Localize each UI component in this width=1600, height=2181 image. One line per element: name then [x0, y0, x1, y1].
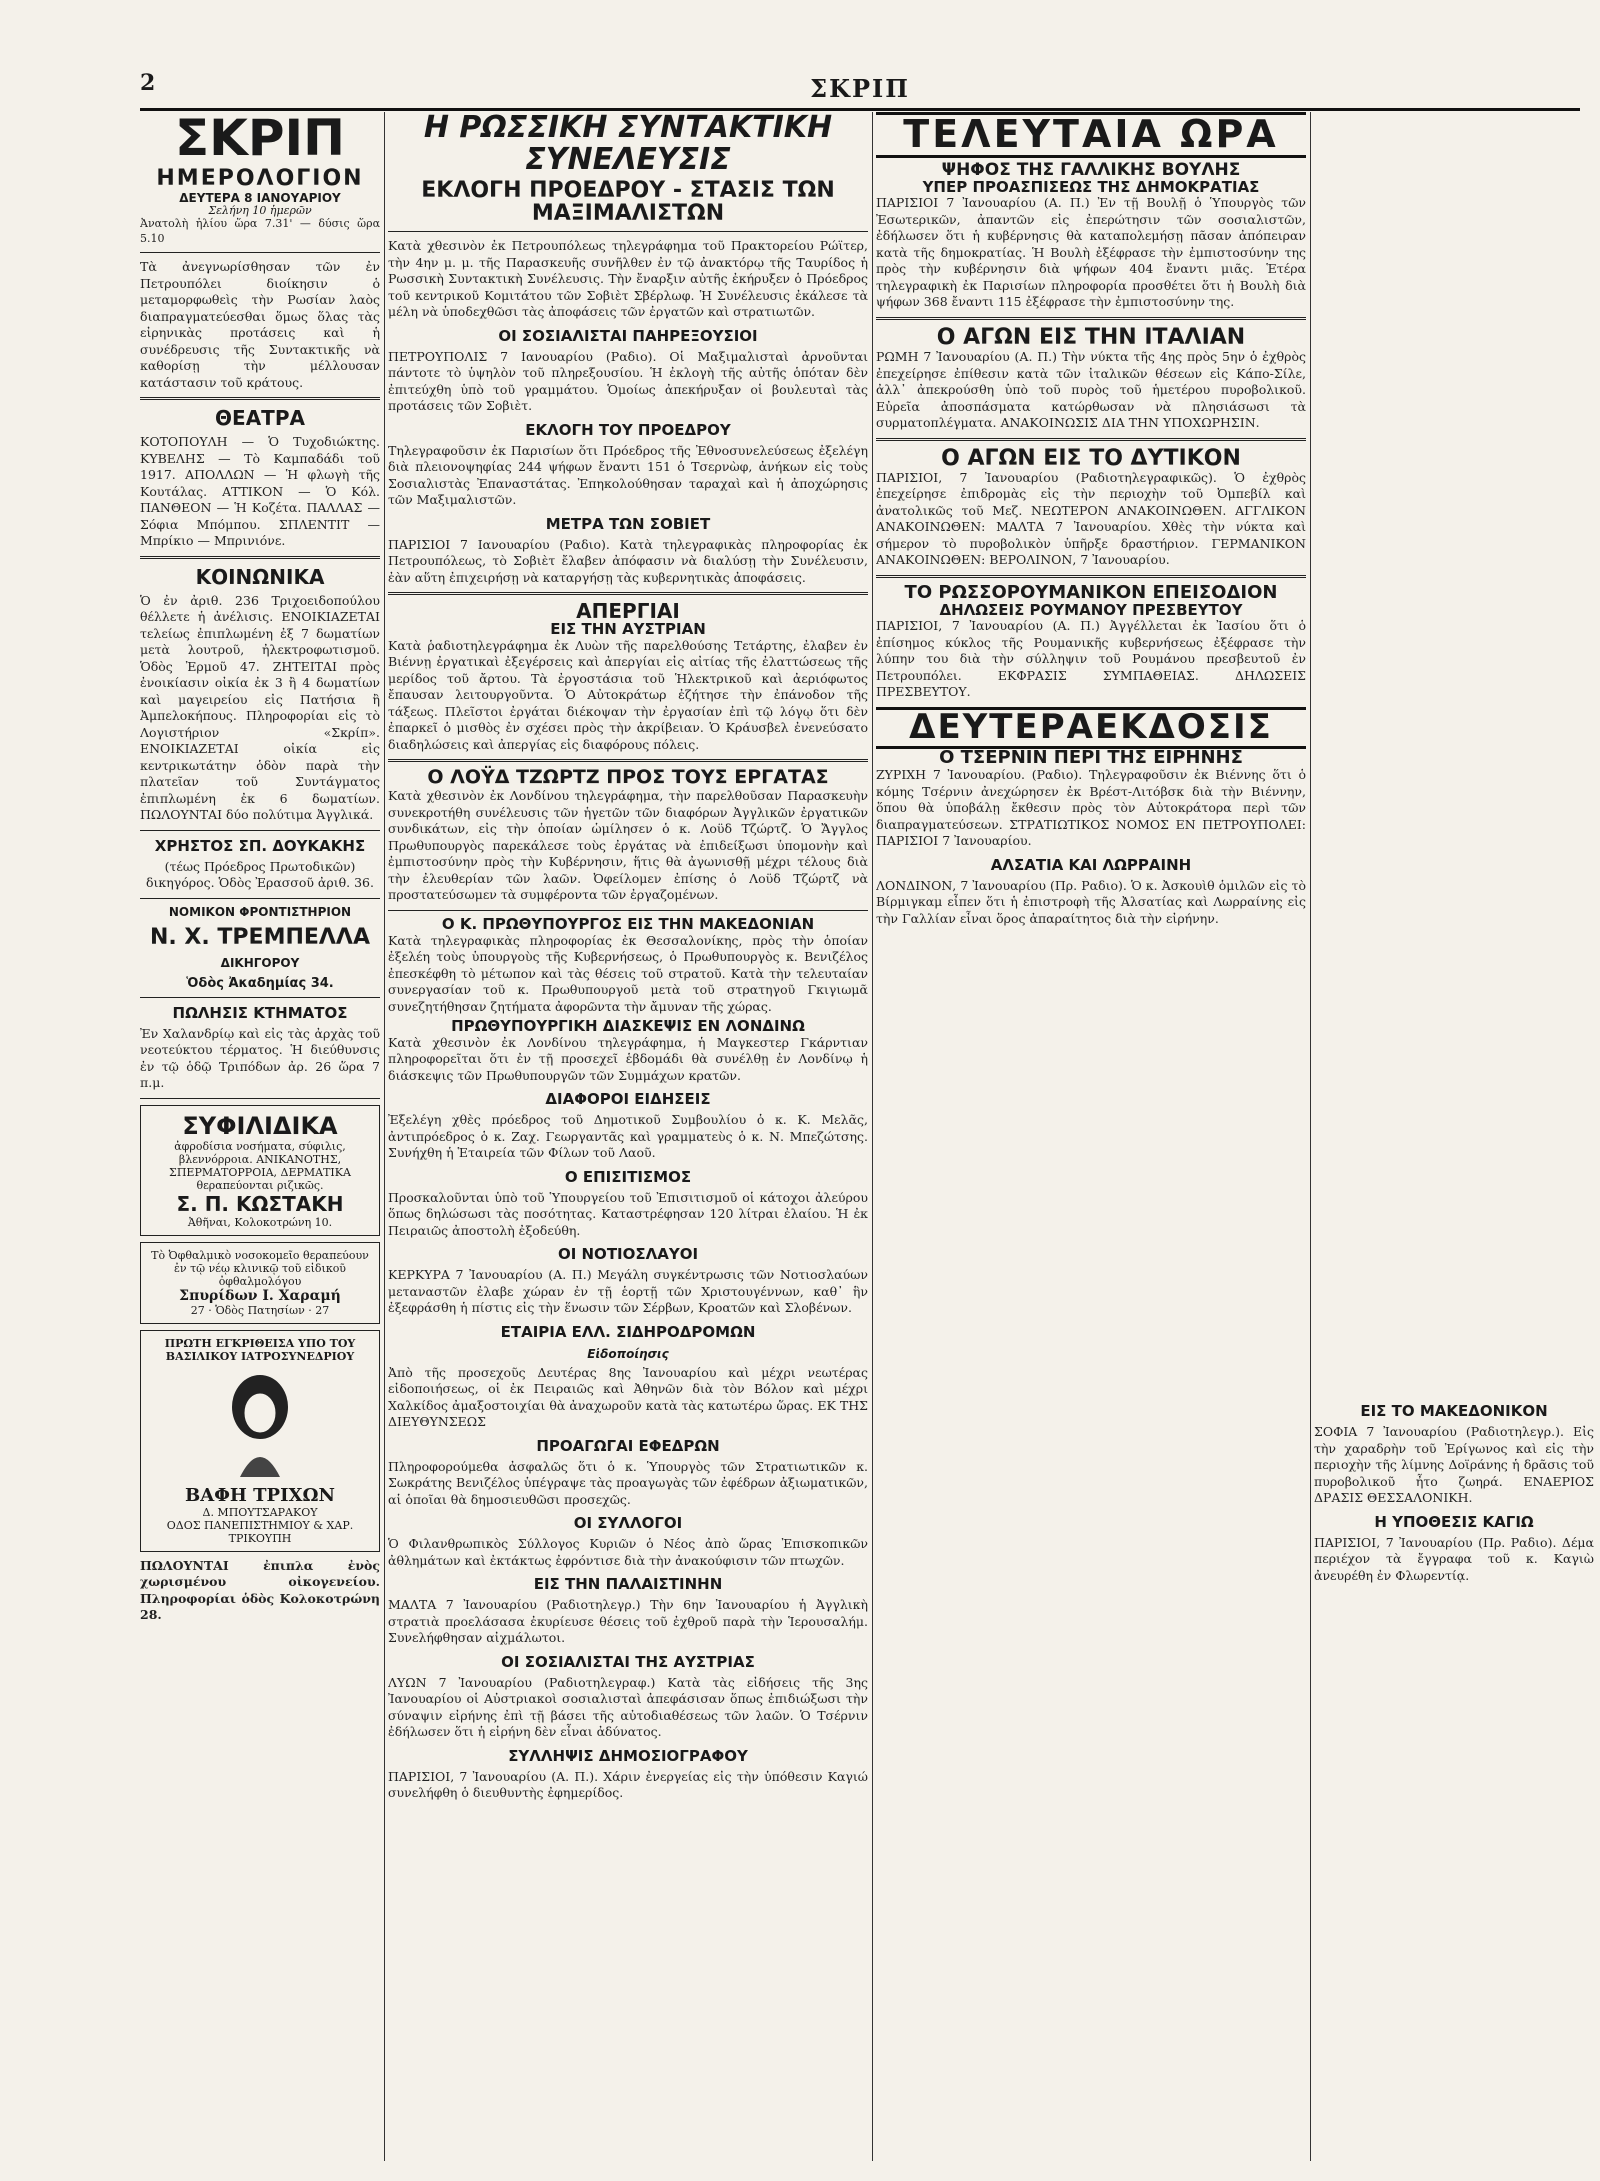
column-rule [1310, 112, 1311, 2161]
estate-title: ΠΩΛΗΣΙΣ ΚΤΗΜΑΤΟΣ [172, 1003, 348, 1022]
president-subhead: ΕΚΛΟΓΗ ΤΟΥ ΠΡΟΕΔΡΟΥ [525, 420, 731, 439]
ad-doctor-text: ἀφροδίσια νοσήματα, σύφιλις, βλεννόρροια. ΑΝΙΚΑΝΟΤΗΣ, ΣΠΕΡΜΑΤΟΡΡΟΙΑ, ΔΕΡΜΑΤΙΚΑ θεραπεύονται ριζικῶς. [169, 1139, 351, 1192]
various-headline: ΔΙΑΦΟΡΟΙ ΕΙΔΗΣΕΙΣ [545, 1090, 711, 1109]
ad-lawyer-text: (τέως Πρόεδρος Πρωτοδικῶν) δικηγόρος. Ὁδὸς Ἐρασσοῦ ἀριθ. 36. [146, 858, 374, 891]
moon-phase: Σελήνη 10 ἡμερῶν [208, 204, 312, 218]
masthead-subtitle: ΗΜΕΡΟΛΟΓΙΟΝ [156, 165, 364, 191]
romania-headline: ΤΟ ΡΩΣΣΟΡΟΥΜΑΝΙΚΟΝ ΕΠΕΙΣΟΔΙΟΝ [904, 581, 1278, 603]
ad-hair-maker: Δ. ΜΠΟΥΤΣΑΡΑΚΟΥ [202, 1505, 318, 1519]
czernin-text: ΖΥΡΙΧΗ 7 Ἰανουαρίου. (Ραδιο). Τηλεγραφοῦσιν ἐκ Βιέννης ὅτι ὁ κόμης Τσέρνιν ἀνεχώρησεν ἐκ Βρέστ-Λιτόβσκ διὰ τὴν Βιέννην, ὅπου θὰ ὑποβάλῃ ἔκθεσιν πρὸς τὸν Αὐτοκράτορα περὶ τῶν διαπραγματεύσεων. ΣΤΡΑΤΙΩΤΙΚΟΣ ΝΟΜΟΣ ΕΝ ΠΕΤΡΟΥΠΟΛΕΙ: ΠΑΡΙΣΙΟΙ 7 Ἰανουαρίου. [876, 767, 1306, 849]
lead-text: Κατὰ χθεσινὸν ἐκ Πετρουπόλεως τηλεγράφημα τοῦ Πρακτορείου Ρώϊτερ, τὴν 4ην μ. μ. τῆς Παρασκευῆς συνῆλθεν ἐν τῷ ἀνακτόρῳ τῆς Ταυρίδος ἡ Ρωσσικὴ Συντακτικὴ Συνέλευσις. Τὴν ἔναρξιν αὐτῆς ἐκήρυξεν ὁ Πρόεδρος τοῦ κεντρικοῦ Κομιτάτου τῶν Σοβιὲτ Σβέρλωφ. Ἡ Συνέλευσις ἐκάλεσε τὰ μέλη νὰ ὑποδεχθῶσι τὰς ἀποφάσεις τῶν ἐργατῶν καὶ στρατιωτῶν. [388, 238, 868, 320]
ad-hair-title: ΠΡΩΤΗ ΕΓΚΡΙΘΕΙΣΑ ΥΠΟ ΤΟΥ ΒΑΣΙΛΙΚΟΥ ΙΑΤΡΟΣΥΝΕΔΡΙΟΥ [164, 1336, 356, 1363]
arrest-text: ΠΑΡΙΣΙΟΙ, 7 Ἰανουαρίου (Α. Π.). Χάριν ἐνεργείας εἰς τὴν ὑπόθεσιν Καγιώ συνελήφθη ὁ διευθυντὴς ἐφημερίδος. [388, 1768, 868, 1801]
ad-doctor [140, 1105, 380, 1236]
reserve-text: Πληροφορούμεθα ἀσφαλῶς ὅτι ὁ κ. Ὑπουργὸς τῶν Στρατιωτικῶν κ. Σωκράτης Βενιζέλος ὑπέγραψε τὰς προαγωγὰς τῶν ἐφέδρων ἀξιωματικῶν, αἱ ὁποῖαι θὰ δημοσιευθῶσι προσεχῶς. [388, 1458, 868, 1507]
lady-portrait-icon [220, 1367, 300, 1477]
pm-text: Κατὰ τηλεγραφικὰς πληροφορίας ἐκ Θεσσαλονίκης, πρὸς τὴν ὁποίαν ἐξελέη τοὺς ὑπουργοὺς τῆς Κυβερνήσεως, ὁ Πρωθυπουργὸς κ. Βενιζέλος ἐπεσκέφθη τὸ μέτωπον καὶ τὰς θέσεις τοῦ στρατοῦ. Κατὰ τὴν τελευταίαν συνεργασίαν τοῦ κ. Πρωθυπουργοῦ μετὰ τοῦ στρατηγοῦ Γκιγιωμᾶ συνεζητήθησαν ζητήματα ἀφορῶντα τὴν ἄμυναν τῆς χώρας. [388, 932, 868, 1014]
austria-socialists-text: ΛΥΩΝ 7 Ἰανουαρίου (Ραδιοτηλεγραφ.) Κατὰ τὰς εἰδήσεις τῆς 3ης Ἰανουαρίου οἱ Αὐστριακοὶ σοσιαλισταὶ ἀπεφάσισαν ὅπως ἐπιδιώξωσι τὴν σύναψιν εἰρήνης ἐπὶ τῇ βάσει τῆς αὐτοδιαθέσεως τῶν λαῶν. Ὁ Τσέρνιν ἐδήλωσεν ὅτι ἡ εἰρήνη δὲν εἶναι ἀδύνατος. [388, 1674, 868, 1740]
column-rule [872, 112, 873, 2161]
masthead: ΣΚΡΙΠ [175, 112, 345, 167]
lloyd-headline: Ο ΛΟΫΔ ΤΖΩΡΤΖ ΠΡΟΣ ΤΟΥΣ ΕΡΓΑΤΑΣ [427, 766, 829, 789]
associations-text: Ὁ Φιλανθρωπικὸς Σύλλογος Κυριῶν ὁ Νέος ἀπὸ ὥρας Ἐπισκοπικῶν ἀθλημάτων καὶ ἐκτάκτως ἐφρόντισε διὰ τὴν ἀνακούφισιν τῶν πτωχῶν. [388, 1536, 868, 1568]
west-text: ΠΑΡΙΣΙΟΙ, 7 Ἰανουαρίου (Ραδιοτηλεγραφικῶς). Ὁ ἐχθρὸς ἐπεχείρησε ἐπιδρομὰς εἰς τὴν περιοχὴν τοῦ Ὀμπεβίλ καὶ ἀνατολικῶς τοῦ Μεζ. ΝΕΩΤΕΡΟΝ ΑΝΑΚΟΙΝΩΘΕΝ. ΑΓΓΛΙΚΟΝ ΑΝΑΚΟΙΝΩΘΕΝ: ΜΑΛΤΑ 7 Ἰανουαρίου. Χθὲς τὴν νύκτα καὶ σήμερον τὸ πυροβολικὸν ὑπῆρξε δραστήριον. ΓΕΡΜΑΝΙΚΟΝ ΑΝΑΚΟΙΝΩΘΕΝ: ΒΕΡΟΛΙΝΟΝ, 7 Ἰανουαρίου. [876, 469, 1306, 568]
column-far-right [1314, 112, 1594, 2161]
theatres-title: ΘΕΑΤΡΑ [215, 406, 305, 431]
ad-doctor-title: ΣΥΦΙΛΙΔΙΚΑ [182, 1111, 338, 1140]
president-text: Τηλεγραφοῦσιν ἐκ Παρισίων ὅτι Πρόεδρος τῆς Ἐθνοσυνελεύσεως ἐξελέγη διὰ πλειονοψηφίας 244 ψήφων ἔναντι 151 ὁ Τσερνὼφ, ἀνήκων εἰς τοὺς Σοσιαλιστὰς Ἐπαναστάτας. Ἐπηκολούθησαν ταραχαὶ καὶ ἡ ἀποχώρησις τῶν Μαξιμαλιστῶν. [388, 442, 868, 508]
ad-law-office-name: Ν. Χ. ΤΡΕΜΠΕΛΛΑ [150, 924, 370, 950]
romania-subhead: ΔΗΛΩΣΕΙΣ ΡΟΥΜΑΝΟΥ ΠΡΕΣΒΕΥΤΟΥ [939, 600, 1243, 619]
social-text: Ὁ ἐν ἀριθ. 236 Τριχοειδοπούλου θέλλετε ἡ ἀνέλισις. ΕΝΟΙΚΙΑΖΕΤΑΙ τελείως ἐπιπλωμένη ἐξ 7 δωματίων μετὰ λουτροῦ, ἠλεκτροφωτισμοῦ. Ὁδὸς Ἐρμοῦ 47. ΖΗΤΕΙΤΑΙ πρὸς ἐνοικίασιν οἰκία ἐκ 3 ἢ 4 δωματίων καὶ μαγειρείου εἰς Πατήσια ἢ Ἀμπελοκήπους. Πληροφορίαι εἰς τὸ Λογιστήριον «Σκρίπ». ΕΝΟΙΚΙΑΖΕΤΑΙ οἰκία εἰς κεντρικωτάτην ὁδὸν παρὰ τὴν πλατεῖαν τοῦ Συντάγματος ἐπιπλωμένη ἐκ 6 δωματίων. ΠΩΛΟΥΝΤΑΙ δύο πολύτιμα Ἀγγλικά. [140, 592, 380, 823]
strike-text: Κατὰ ῥαδιοτηλεγράφημα ἐκ Λυὼν τῆς παρελθούσης Τετάρτης, ἐλαβεν ἐν Βιέννῃ ἐργατικαὶ ἐξεγέρσεις καὶ ἀπεργίαι εἰς αἰτίας τῆς ἐλαττώσεως τῆς μερίδος τοῦ ἄρτου. Τὰ ἐργοστάσια τοῦ Ἡλεκτρικοῦ καὶ ἀεριόφωτος ἔπαυσαν λειτουργοῦντα. Ὁ Αὐτοκράτωρ ἐζήτησε τὴν ἐπάνοδον τῆς τάξεως. Πλεῖστοι ἐργάται διέκοψαν τὴν ἐργασίαν ἐπὶ τῷ λόγῳ ὅτι δὲν ἐπαρκεῖ ὁ μισθὸς ἐν σχέσει πρὸς τὴν ἀκρίβειαν. Ὁ Κράυσβελ ἐνενεύσατο διαδηλώσεις καὶ ἀπεργίας εἰς διαφόρους πόλεις. [388, 637, 868, 752]
second-edition-banner: ΔΕΥΤΕΡΑΕΚΔΟΣΙΣ [876, 707, 1306, 749]
ad-hair-name: ΒΑΦΗ ΤΡΙΧΩΝ [185, 1484, 335, 1506]
strike-subhead: ΕΙΣ ΤΗΝ ΑΥΣΤΡΙΑΝ [550, 620, 706, 639]
ad-furniture: ΠΩΛΟΥΝΤΑΙ ἐπιπλα ἐνὸς χωρισμένου οἰκογενείου. Πληροφορίαι ὁδὸς Κολοκοτρώνη 28. [140, 1557, 380, 1623]
page-number: 2 [140, 70, 156, 96]
vote-text: ΠΑΡΙΣΙΟΙ 7 Ἰανουαρίου (Α. Π.) Ἐν τῇ Βουλῇ ὁ Ὑπουργὸς τῶν Ἐσωτερικῶν, ἀπαντῶν εἰς ἐπερώτησιν τῶν σοσιαλιστῶν, ἐδήλωσεν ὅτι ἡ κυβέρνησις θὰ καταπολεμήσῃ πᾶσαν ἀπόπειραν κατὰ τῆς δημοκρατίας. Ἡ Βουλὴ ἐξέφρασε τὴν ἐμπιστοσύνην της πρὸς τὴν κυβέρνησιν διὰ ψήφων 404 ἔναντι μιᾶς. Ἑτέρα τηλεγραφικὴ ἐκ Παρισίων πληροφορία προσθέτει ὅτι ἡ Βουλὴ διὰ ψήφων 368 ἔναντι 115 ἐξέφρασε τὴν ἐμπιστοσύνην της. [876, 195, 1306, 310]
west-headline: Ο ΑΓΩΝ ΕΙΣ ΤΟ ΔΥΤΙΚΟΝ [941, 445, 1241, 471]
soviet-text: ΠΑΡΙΣΙΟΙ 7 Ιανουαρίου (Ραδιο). Κατὰ τηλεγραφικὰς πληροφορίας ἐκ Πετρουπόλεως, τὸ Σοβιὲτ ἔλαβεν ἀπόφασιν νὰ διαλύσῃ τὴν Συνέλευσιν, ἐὰν αὕτη ἐπιχειρήσῃ νὰ καταργήσῃ τὰς κυβερνητικὰς ἀποφάσεις. [388, 536, 868, 585]
notio-headline: ΟΙ ΝΟΤΙΟΣΛΑΥΟΙ [557, 1245, 699, 1264]
ad-eye-text: Τὸ Ὀφθαλμικὸ νοσοκομεῖο θεραπεύουν ἐν τῷ νέῳ κλινικῷ τοῦ εἰδικοῦ ὀφθαλμολόγου [151, 1248, 369, 1288]
czernin-headline: Ο ΤΣΕΡΝΙΝ ΠΕΡΙ ΤΗΣ ΕΙΡΗΝΗΣ [939, 746, 1243, 768]
social-title: ΚΟΙΝΩΝΙΚΑ [195, 564, 325, 589]
rail-text: Ἀπὸ τῆς προσεχοῦς Δευτέρας 8ης Ἰανουαρίου καὶ μέχρι νεωτέρας εἰδοποιήσεως, οἱ ἐκ Πειραιῶς καὶ Ἀθηνῶν διὰ τὸν Βόλον καὶ μέχρι Χαλκίδος ἀμαξοστοιχίαι θὰ ἀναχωροῦν κατὰ τὰς κατωτέρω ὥρας. ΕΚ ΤΗΣ ΔΙΕΥΘΥΝΣΕΩΣ [388, 1364, 868, 1430]
column-rule [384, 112, 385, 2161]
vote-headline: ΨΗΦΟΣ ΤΗΣ ΓΑΛΛΙΚΗΣ ΒΟΥΛΗΣ [941, 159, 1241, 180]
italy-text: ΡΩΜΗ 7 Ἰανουαρίου (Α. Π.) Τὴν νύκτα τῆς 4ης πρὸς 5ην ὁ ἐχθρὸς ἐπεχείρησε ἐπίθεσιν κατὰ τῶν ἰταλικῶν θέσεων εἰς Κάπο-Σίλε, ἀλλ᾽ ἀπεκρούσθη ὑπὸ τοῦ πυρὸς τοῦ ἡμετέρου πυροβολικοῦ. Εὐρεῖα ἀποσπάσματα κατώρθωσαν νὰ πλησιάσωσι τὰ συρματοπλέγματα. ΑΝΑΚΟΙΝΩΣΙΣ ΔΙΑ ΤΗΝ ΥΠΟΧΩΡΗΣΙΝ. [876, 349, 1306, 431]
conference-headline: ΠΡΩΘΥΠΟΥΡΓΙΚΗ ΔΙΑΣΚΕΨΙΣ ΕΝ ΛΟΝΔΙΝΩ [451, 1017, 805, 1036]
lead-subhead: ΕΚΛΟΓΗ ΠΡΟΕΔΡΟΥ - ΣΤΑΣΙΣ ΤΩΝ ΜΑΞΙΜΑΛΙΣΤΩΝ [421, 178, 835, 227]
caillaux-headline: Η ΥΠΟΘΕΣΙΣ ΚΑΓΙΩ [1374, 1512, 1534, 1531]
socialists-text: ΠΕΤΡΟΥΠΟΛΙΣ 7 Ιανουαρίου (Ραδιο). Οἱ Μαξιμαλισταὶ ἀρνοῦνται πάντοτε τὸ ὑψηλὸν τοῦ πληρεξουσίου. Ἡ ἐκλογὴ τῆς αὐτῆς ὁπόταν δὲν ἐπιτεύχθη ὑπὸ τοῦ γραμμάτου. Ὁμοίως ἀπεκήρυξαν οἱ βουλευταὶ τὰς προτάσεις τῶν Σοβιὲτ. [388, 348, 868, 414]
column-centre [388, 112, 868, 2161]
rail-headline: ΕΤΑΙΡΙΑ ΕΛΛ. ΣΙΔΗΡΟΔΡΟΜΩΝ [500, 1322, 756, 1341]
last-hour-banner: ΤΕΛΕΥΤΑΙΑ ΩΡΑ [876, 112, 1306, 158]
palestine-text: ΜΑΛΤΑ 7 Ἰανουαρίου (Ραδιοτηλεγρ.) Τὴν 6ην Ἰανουαρίου ἡ Ἀγγλικὴ στρατιὰ προελάσασα ἐκυρίευσε θέσεις τοῦ ἐχθροῦ παρὰ τὴν Ἱερουσαλήμ. Συνελήφθησαν αἰχμάλωτοι. [388, 1597, 868, 1646]
intro-text: Τὰ ἀνεγνωρίσθησαν τῶν ἐν Πετρουπόλει διοίκησιν ὁ μεταμορφωθεὶς τὴν Ρωσίαν λαὸς διαπραγματεύεσθαι ὅμως ὅλας τὰς εἰρηνικὰς προτάσεις καὶ ἡ συνέδρευσις τῆς Συντακτικῆς νὰ καθορίσῃ τὴν μέλλουσαν κατάστασιν τοῦ κράτους. [140, 259, 380, 390]
sunrise-line: Ἀνατολὴ ἡλίου ὥρα 7.31' — δύσις ὥρα 5.10 [140, 217, 380, 245]
various-text: Ἐξελέγη χθὲς πρόεδρος τοῦ Δημοτικοῦ Συμβουλίου ὁ κ. Κ. Μελᾶς, ἀντιπρόεδρος ὁ κ. Ζαχ. Γεωργαντᾶς καὶ γραμματεὺς ὁ κ. Ν. Μπεζώτσης. Συνήχθη ἡ Ἑταιρεία τῶν Φίλων τοῦ Λαοῦ. [388, 1112, 868, 1161]
ad-hair-dye [140, 1330, 380, 1552]
socialists-subhead: ΟΙ ΣΟΣΙΑΛΙΣΤΑΙ ΠΑΗΡΕΞΟΥΣΙΟΙ [498, 326, 758, 345]
supply-headline: Ο ΕΠΙΣΙΤΙΣΜΟΣ [564, 1167, 692, 1186]
running-head: ΣΚΡΙΠ [810, 74, 910, 103]
arrest-headline: ΣΥΛΛΗΨΙΣ ΔΗΜΟΣΙΟΓΡΑΦΟΥ [508, 1746, 748, 1765]
supply-text: Προσκαλοῦνται ὑπὸ τοῦ Ὑπουργείου τοῦ Ἐπισιτισμοῦ οἱ κάτοχοι ἀλεύρου ὅπως δηλώσωσι τὰς ποσότητας. Καταστρέφησαν 120 λίτραι ἐλαίου. Ἡ ἐκ Πειραιῶς ἀποστολὴ ἐξοδεύθη. [388, 1189, 868, 1238]
reserve-headline: ΠΡΟΑΓΩΓΑΙ ΕΦΕΔΡΩΝ [536, 1436, 720, 1455]
italy-headline: Ο ΑΓΩΝ ΕΙΣ ΤΗΝ ΙΤΑΛΙΑΝ [936, 324, 1246, 350]
ad-doctor-name: Σ. Π. ΚΩΣΤΑΚΗ [176, 1191, 344, 1216]
strike-headline: ΑΠΕΡΓΙΑΙ [576, 599, 680, 624]
conference-text: Κατὰ χθεσινὸν ἐκ Λονδίνου τηλεγράφημα, ἡ Μαγκεστερ Γκάρντιαν πληροφορεῖται ὅτι ἐν τῇ προσεχεῖ ἑβδομάδι θὰ συνέλθῃ ἐν Λονδίνῳ ἡ διάσκεψις τῶν Πρωθυπουργῶν τῶν Συμμάχων κρατῶν. [388, 1034, 868, 1083]
ad-hair-addr: ΟΔΟΣ ΠΑΝΕΠΙΣΤΗΜΙΟΥ & ΧΑΡ. ΤΡΙΚΟΥΠΗ [166, 1518, 354, 1545]
rail-subhead: Εἰδοποίησις [587, 1346, 669, 1361]
soviet-subhead: ΜΕΤΡΑ ΤΩΝ ΣΟΒΙΕΤ [545, 514, 711, 533]
ad-eye-addr: 27 · Ὁδὸς Πατησίων · 27 [190, 1303, 330, 1317]
austria-socialists-headline: ΟΙ ΣΟΣΙΑΛΙΣΤΑΙ ΤΗΣ ΑΥΣΤΡΙΑΣ [501, 1652, 755, 1671]
ad-eye-clinic [140, 1242, 380, 1324]
issue-date: ΔΕΥΤΕΡΑ 8 ΙΑΝΟΥΑΡΙΟΥ [179, 190, 341, 205]
alsace-text: ΛΟΝΔΙΝΟΝ, 7 Ἰανουαρίου (Πρ. Ραδιο). Ὁ κ. Ἀσκουὶθ ὁμιλῶν εἰς τὸ Βίρμιγκαμ εἶπεν ὅτι ἡ ἐπιστροφὴ τῆς Ἀλσατίας καὶ Λωρραίνης εἰς τὴν Γαλλίαν εἶναι ὅρος ἀπαραίτητος διὰ τὴν εἰρήνην. [876, 877, 1306, 926]
ad-law-office-addr: Ὁδὸς Ἀκαδημίας 34. [186, 975, 334, 991]
column-left [140, 112, 380, 2161]
lead-headline: Η ΡΩΣΣΙΚΗ ΣΥΝΤΑΚΤΙΚΗ ΣΥΝΕΛΕΥΣΙΣ [423, 112, 833, 177]
lloyd-text: Κατὰ χθεσινὸν ἐκ Λονδίνου τηλεγράφημα, τὴν παρελθοῦσαν Παρασκευὴν συνεκροτήθη συνέλευσις τῶν ἡγετῶν τῶν διαφόρων Ἀγγλικῶν ἐργατικῶν συνδικάτων, εἰς τὴν ὁποίαν ὡμίλησεν ὁ κ. Λοϋδ Τζώρτζ. Ὁ Ἄγγλος Πρωθυπουργὸς παρεκάλεσε τοὺς ἐργάτας νὰ ἐπιδείξωσι ὑπομονὴν καὶ ἐμπιστοσύνην πρὸς τὴν Κυβέρνησιν, ἥτις θὰ ἀγωνισθῇ μέχρι τέλους διὰ τὴν ἐλευθερίαν τῶν λαῶν. Ὀφείλομεν ἐπίσης ὁ Λοϋδ Τζώρτζ νὰ προστατεύσωμεν τὰ συμφέροντα τῶν ἐργαζομένων. [388, 788, 868, 903]
palestine-headline: ΕΙΣ ΤΗΝ ΠΑΛΑΙΣΤΙΝΗΝ [533, 1575, 723, 1594]
pm-headline: Ο Κ. ΠΡΩΘΥΠΟΥΡΓΟΣ ΕΙΣ ΤΗΝ ΜΑΚΕΔΟΝΙΑΝ [441, 914, 815, 933]
ad-law-office-title: ΝΟΜΙΚΟΝ ΦΡΟΝΤΙΣΤΗΡΙΟΝ [168, 904, 352, 919]
ad-lawyer-name: ΧΡΗΣΤΟΣ ΣΠ. ΔΟΥΚΑΚΗΣ [154, 836, 366, 855]
macedonia-headline: ΕΙΣ ΤΟ ΜΑΚΕΔΟΝΙΚΟΝ [1360, 1402, 1548, 1420]
column-right [876, 112, 1306, 2161]
vote-subhead: ΥΠΕΡ ΠΡΟΑΣΠΙΣΕΩΣ ΤΗΣ ΔΗΜΟΚΡΑΤΙΑΣ [922, 177, 1260, 196]
ad-doctor-addr: Ἀθῆναι, Κολοκοτρώνη 10. [187, 1215, 333, 1229]
theatres-text: ΚΟΤΟΠΟΥΛΗ — Ὁ Τυχοδιώκτης. ΚΥΒΕΛΗΣ — Τὸ Καμπαδάδι τοῦ 1917. ΑΠΟΛΛΩΝ — Ἡ φλωγὴ τῆς Κουτάλας. ΑΤΤΙΚΟΝ — Ὁ Κόλ. ΠΑΝΘΕΟΝ — Ἡ Κοζέτα. ΠΑΛΛΑΣ — Σόφια Μπόμπου. ΣΠΛΕΝΤΙΤ — Μπρίκιο — Μπρινιόνε. [140, 434, 380, 549]
romania-text: ΠΑΡΙΣΙΟΙ, 7 Ἰανουαρίου (Α. Π.) Ἀγγέλλεται ἐκ Ἰασίου ὅτι ὁ ἐπίσημος κύκλος τῆς Ρουμανικῆς κυβερνήσεως ἐξέφρασε τὴν λύπην του διὰ τὴν σύλληψιν τοῦ Ρουμάνου πρεσβευτοῦ ἐν Πετρουπόλει. ΕΚΦΡΑΣΙΣ ΣΥΜΠΑΘΕΙΑΣ. ΔΗΛΩΣΕΙΣ ΠΡΕΣΒΕΥΤΟΥ. [876, 618, 1306, 700]
ad-eye-name: Σπυρίδων Ι. Χαραμή [179, 1287, 341, 1304]
ad-law-office-sub: ΔΙΚΗΓΟΡΟΥ [220, 955, 300, 970]
associations-headline: ΟΙ ΣΥΛΛΟΓΟΙ [573, 1514, 683, 1533]
caillaux-text: ΠΑΡΙΣΙΟΙ, 7 Ἰανουαρίου (Πρ. Ραδιο). Δέμα περιέχον τὰ ἔγγραφα τοῦ κ. Καγιὼ ἀνευρέθη ἐν Φλωρεντίᾳ. [1314, 1534, 1594, 1583]
macedonia-text: ΣΟΦΙΑ 7 Ἰανουαρίου (Ραδιοτηλεγρ.). Εἰς τὴν χαραδρὴν τοῦ Ἐρίγωνος καὶ εἰς τὴν περιοχὴν τῆς λίμνης Δοϊράνης ἡ δρᾶσις τοῦ πυροβολικοῦ ἦτο ζωηρά. ΕΝΑΕΡΙΟΣ ΔΡΑΣΙΣ ΘΕΣΣΑΛΟΝΙΚΗ. [1314, 1424, 1594, 1505]
top-bar [140, 70, 1580, 111]
notio-text: ΚΕΡΚΥΡΑ 7 Ἰανουαρίου (Α. Π.) Μεγάλη συγκέντρωσις τῶν Νοτιοσλαύων μεταναστῶν ἐλαβε χώραν ἐν τῇ ἑορτῇ τῶν Χριστουγέννων, καθ᾽ ἣν ἐξεφράσθη ἡ πίστις εἰς τὴν ἕνωσιν τῶν Σέρβων, Κροατῶν καὶ Σλοβένων. [388, 1267, 868, 1316]
estate-text: Ἐν Χαλανδρίῳ καὶ εἰς τὰς ἀρχὰς τοῦ νεοτεύκτου τέρματος. Ἡ διεύθυνσις ἐν τῷ ὁδῷ Τριπόδων ἀρ. 26 ὥρα 7 π.μ. [140, 1025, 380, 1091]
alsace-headline: ΑΛΣΑΤΙΑ ΚΑΙ ΛΩΡΡΑΙΝΗ [990, 855, 1192, 874]
